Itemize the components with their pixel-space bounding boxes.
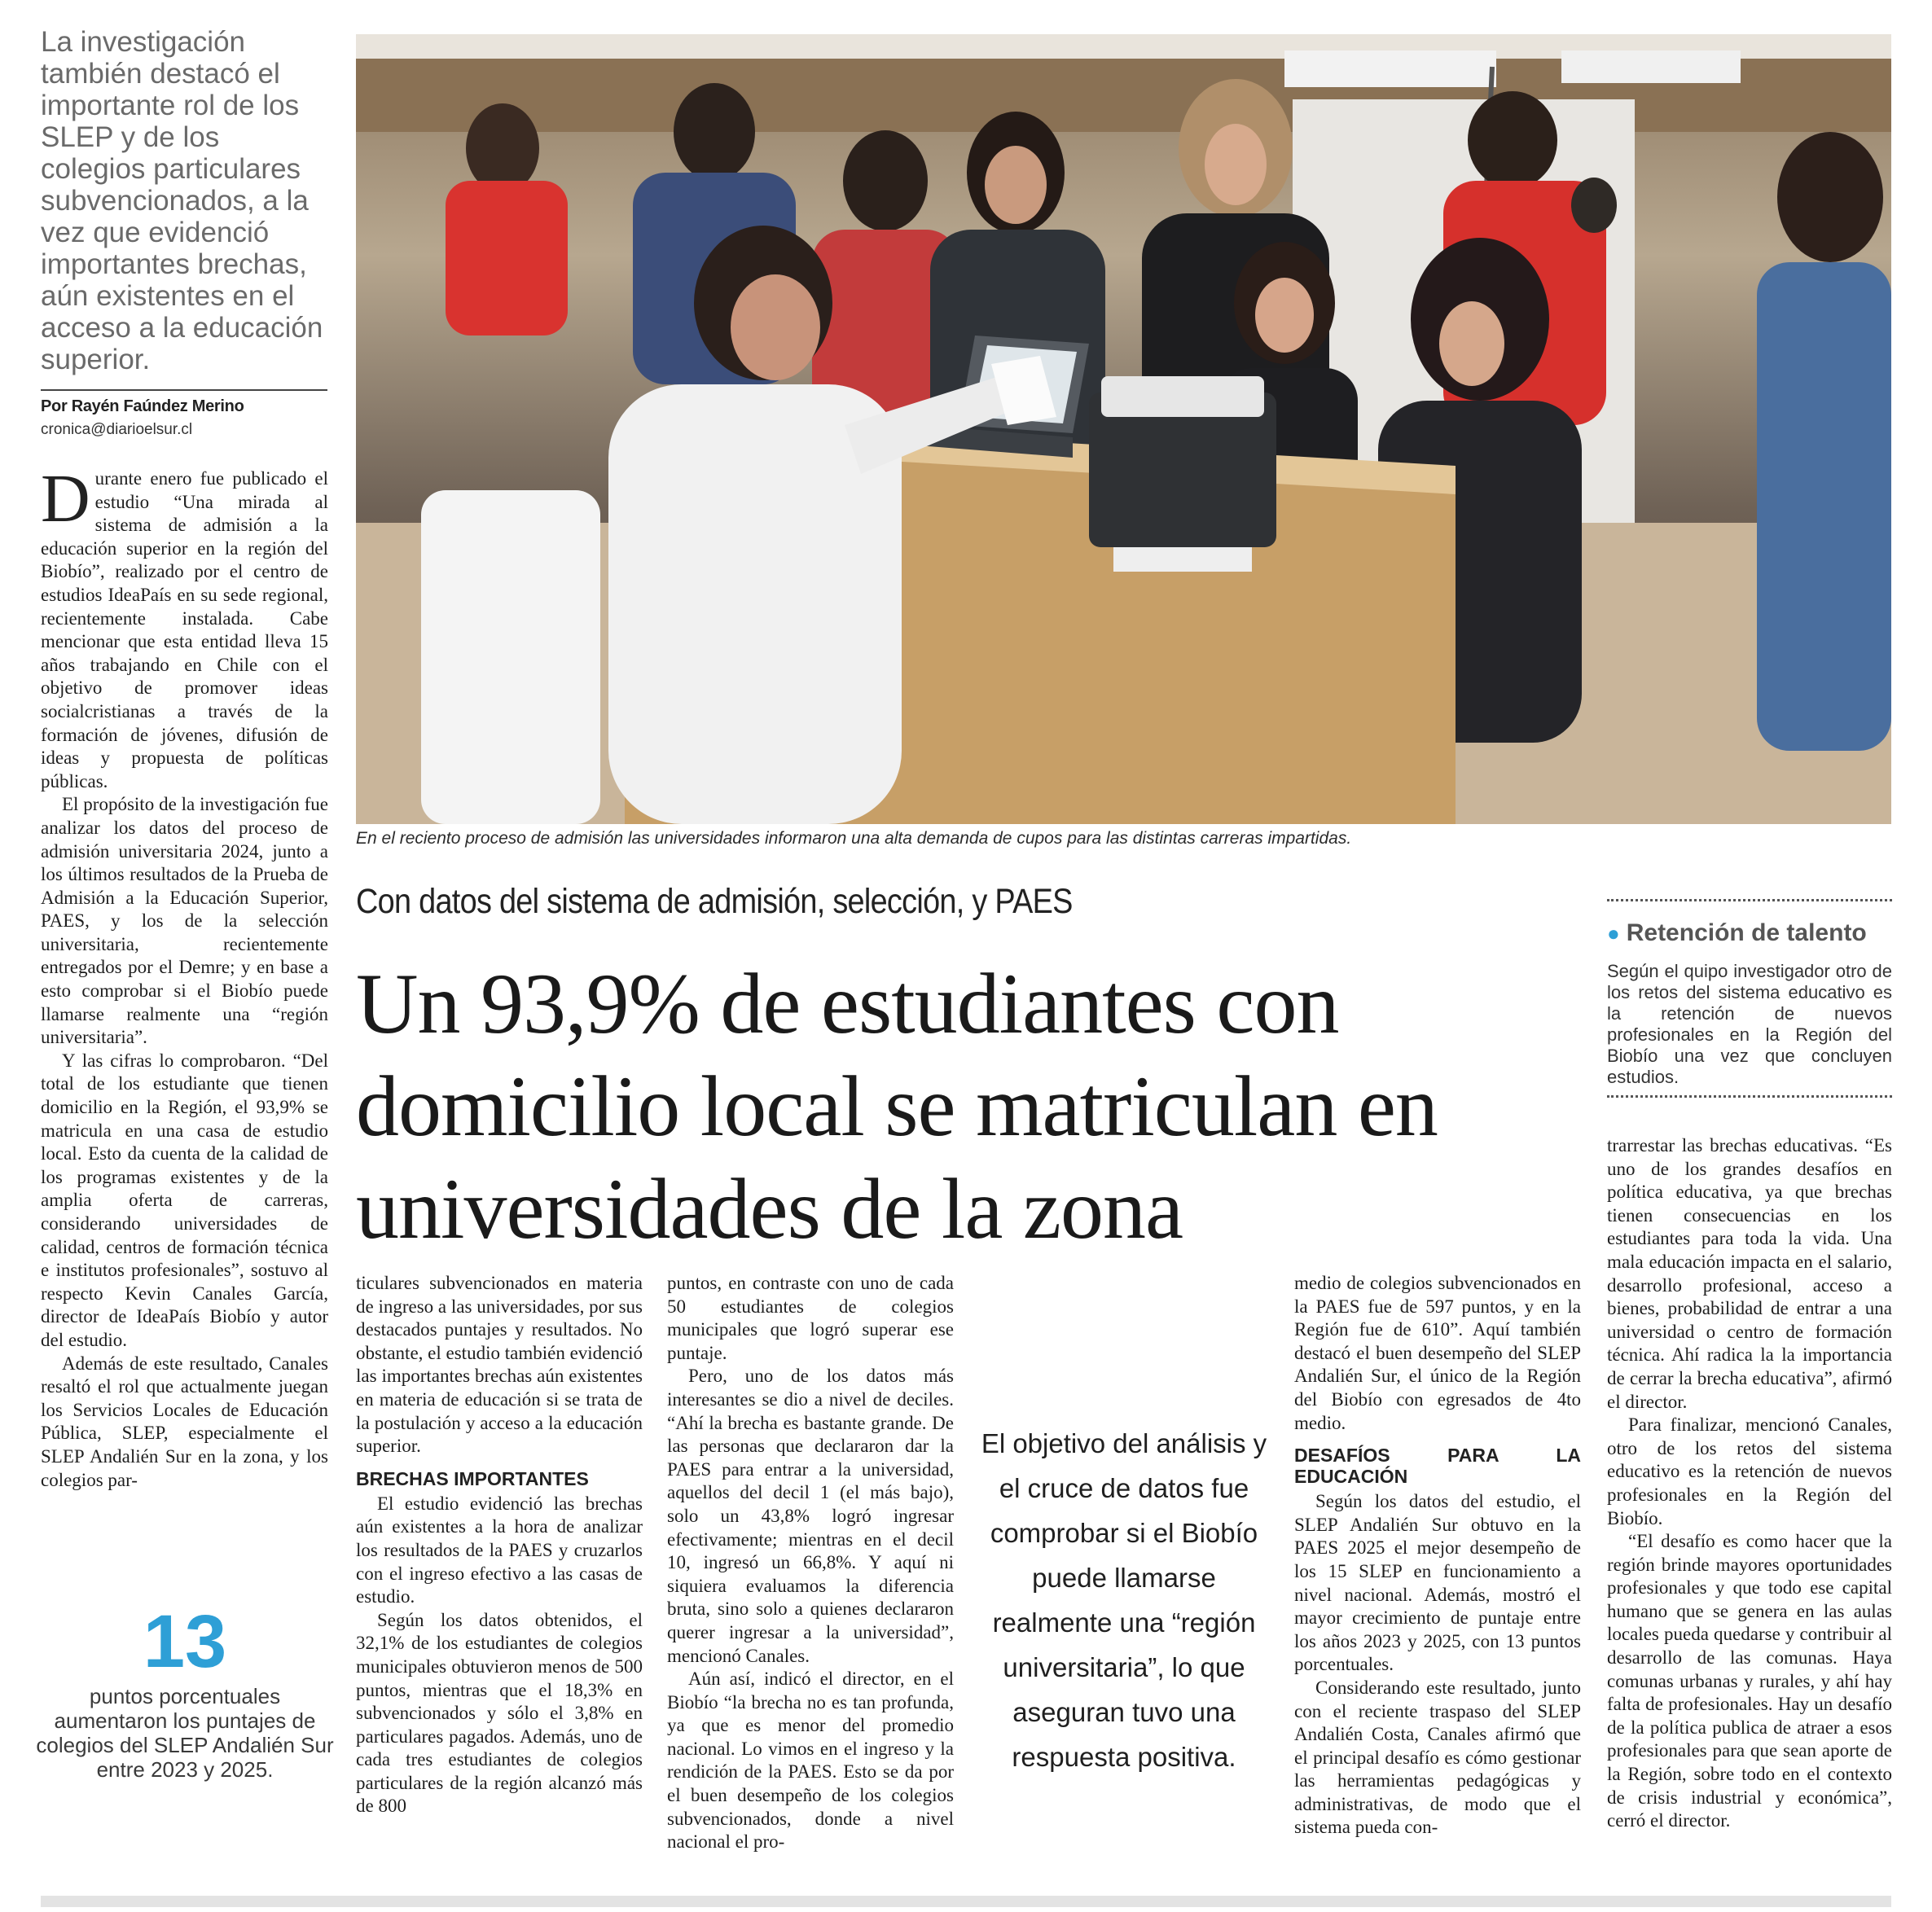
stat-callout — [36, 1600, 334, 1782]
article-deck: La investigación también destacó el importante rol de los SLEP y de los colegios particulares subvencionados, a la vez que evidenció importantes brechas, aún existentes en el acceso a la educación superior. — [41, 26, 323, 375]
stat-number: 13 — [143, 1600, 227, 1683]
body-column-1 — [41, 461, 328, 1492]
paragraph: Según los datos del estudio, el SLEP Andalién Sur obtuvo en la PAES 2025 el mejor desempeño de los 15 SLEP en funcionamiento a nivel nacional. Además, mostró el mayor crecimiento de puntaje entre los años 2023 y 2025, con 13 puntos porcentuales. — [1294, 1491, 1581, 1675]
paragraph-text: urante enero fue publicado el estudio “Una mirada al sistema de admisión a la educación superior en la región del Biobío”, realizado por el centro de estudios IdeaPaís en su sede regional, recientemente instalada. Cabe mencionar que esta entidad lleva 15 años trabajando en Chile con el objetivo de promover ideas socialcristianas a través de la formación de jóvenes, difusión de ideas y propuesta de políticas públicas. — [41, 468, 328, 792]
byline — [41, 397, 327, 439]
kicker: Con datos del sistema de admisión, selección, y PAES — [356, 882, 1073, 921]
body-column-3 — [667, 1272, 954, 1854]
sidebox-text: Según el quipo investigador otro de los retos del sistema educativo es la retención de nuevos profesionales en la Región del Biobío una vez que concluyen estudios. — [1607, 961, 1892, 1087]
sidebox-top-rule — [1607, 899, 1892, 901]
paragraph: Pero, uno de los datos más interesantes se dio a nivel de deciles. “Ahí la brecha es bastante grande. De las personas que declararon dar la PAES para entrar a la universidad, aquellos del decil 1 (el más bajo), solo un 43,8% logró ingresar efectivamente; mientras en el decil 10, ingresó un 66,8%. Y aquí ni siquiera evaluamos la diferencia bruta, sino solo a quienes declararon querer ingresar a la universidad”, mencionó Canales. — [667, 1366, 954, 1666]
subhead: DESAFÍOS PARA LA EDUCACIÓN — [1294, 1445, 1581, 1488]
admission-fair-photo — [356, 34, 1891, 824]
article-photo — [356, 34, 1891, 824]
byline-divider — [41, 389, 327, 391]
sidebox-bottom-rule — [1607, 1095, 1892, 1098]
body-column-5 — [1607, 1134, 1892, 1833]
paragraph — [41, 461, 328, 793]
subhead: BRECHAS IMPORTANTES — [356, 1467, 589, 1489]
bullet-dot-icon: ● — [1607, 921, 1620, 945]
drop-cap: D — [41, 461, 90, 537]
paragraph: Considerando este resultado, junto con el reciente traspaso del SLEP Andalién Costa, Canales afirmó que el principal desafío es cómo gestionar las herramientas pedagógicas y administrativas, de modo que el sistema pueda con- — [1294, 1677, 1581, 1838]
paragraph: ticulares subvencionados en materia de ingreso a las universidades, por sus destacados puntajes y resultados. No obstante, el estudio también evidenció las importantes brechas aún existentes en materia de educación si se trata de la postulación y acceso a la educación superior. — [356, 1273, 643, 1457]
body-column-2 — [356, 1272, 643, 1818]
paragraph: Según los datos obtenidos, el 32,1% de los estudiantes de colegios municipales obtuvieron menos de 500 puntos, mientras que el 18,3% en subvencionados y sólo el 3,8% en particulares pagados. Además, uno de cada tres estudiantes de colegios particulares de la región alcanzó más de 800 — [356, 1609, 643, 1817]
paragraph: “El desafío es como hacer que la región brinde mayores oportunidades profesionales y que todo ese capital humano que se genera en las aulas locales pueda quedarse y contribuir al desarrollo de las comunas. Haya comunas urbanas y rurales, y ahí hay falta de profesionales. Hay un desafío de la política publica de atraer a esos profesionales para que sean aporte de la Región, sobre todo en el contexto de crisis industrial y económica”, cerró el director. — [1607, 1531, 1892, 1831]
body-column-4 — [1294, 1272, 1581, 1840]
headline: Un 93,9% de estudiantes con domicilio local se matriculan en universidades de la zona — [356, 956, 1438, 1256]
paragraph: Y las cifras lo comprobaron. “Del total de los estudiante que tienen domicilio en la Región, el 93,9% se matricula en una casa de estudio local. Esto da cuenta de la calidad de los programas existentes y de la amplia oferta de carreras, considerando universidades de calidad, centros de formación técnica e institutos profesionales”, sostuvo al respecto Kevin Canales García, director de IdeaPaís Biobío y autor del estudio. — [41, 1050, 328, 1350]
paragraph: trarrestar las brechas educativas. “Es uno de los grandes desafíos en política educativa, ya que brechas tienen consecuencias en los estudiantes para toda la vida. Una mala educación impacta en el salario, desarrollo profesional, acceso a bienes, probabilidad de entrar a una universidad o centro de formación técnica. Ahí radica la la importancia de cerrar la brecha educativa”, afirmó el director. — [1607, 1135, 1892, 1412]
paragraph: Para finalizar, mencionó Canales, otro de los retos del sistema educativo es la retención de nuevos profesionales en la Región del Biobío. — [1607, 1414, 1892, 1528]
pull-quote: El objetivo del análisis y el cruce de datos fue comprobar si el Biobío puede llamarse realmente una “región universitaria”, lo que aseguran tuvo una respuesta positiva. — [981, 1428, 1267, 1772]
paragraph: Aún así, indicó el director, en el Biobío “la brecha no es tan profunda, ya que es menor del promedio nacional. Lo vimos en el ingreso y la rendición de la PAES. Esto se da por el buen desempeño de los colegios subvencionados, donde a nivel nacional el pro- — [667, 1669, 954, 1853]
byline-email: cronica@diarioelsur.cl — [41, 421, 193, 438]
sidebox-title-text: Retención de talento — [1626, 919, 1867, 946]
paragraph: El estudio evidenció las brechas aún existentes a la hora de analizar los resultados de la PAES y cruzarlos con el ingreso efectivo a las casas de estudio. — [356, 1493, 643, 1607]
sidebox-title — [1607, 919, 1892, 947]
photo-caption: En el reciento proceso de admisión las universidades informaron una alta demanda de cupos para las distintas carreras impartidas. — [356, 829, 1352, 848]
byline-author: Por Rayén Faúndez Merino — [41, 397, 244, 415]
paragraph: medio de colegios subvencionados en la PAES fue de 597 puntos, y en la Región fue de 610”. Aquí también destacó el buen desempeño del SLEP Andalién Sur, el único de la Región del Biobío con egresados de 4to medio. — [1294, 1273, 1581, 1433]
paragraph: puntos, en contraste con uno de cada 50 estudiantes de colegios municipales que logró superar ese puntaje. — [667, 1273, 954, 1363]
page-footer-bar — [41, 1896, 1891, 1907]
paragraph: El propósito de la investigación fue analizar los datos del proceso de admisión universitaria 2024, junto a los últimos resultados de la Prueba de Admisión a la Educación Superior, PAES, y los de la selección universitaria, recientemente entregados por el Demre; y en base a esto comprobar si el Biobío puede llamarse realmente una “región universitaria”. — [41, 794, 328, 1048]
stat-text: puntos porcentuales aumentaron los puntajes de colegios del SLEP Andalién Sur entre 2023 y 2025. — [36, 1684, 334, 1782]
paragraph: Además de este resultado, Canales resaltó el rol que actualmente juegan los Servicios Locales de Educación Pública, SLEP, especialmente el SLEP Andalién Sur en la zona, y los colegios par- — [41, 1353, 328, 1490]
